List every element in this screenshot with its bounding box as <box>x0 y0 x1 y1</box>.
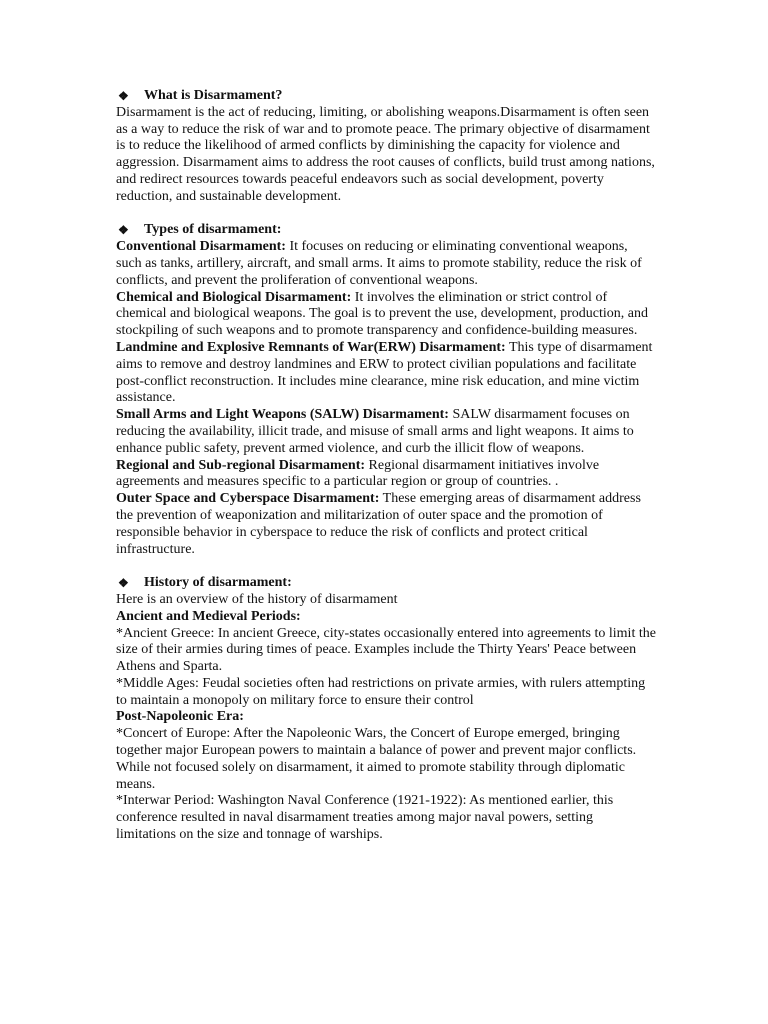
type-item <box>116 340 656 407</box>
type-text: It involves the elimination or strict control of chemical and biological weapons. The goal is to prevent the use, development, production, and stockpiling of such weapons and to promote transparency and confidence-building measures. <box>116 289 648 339</box>
type-text: Regional disarmament initiatives involve agreements and measures specific to a particular region or group of countries. . <box>116 457 600 490</box>
section-heading-what: ❖ What is Disarmament? <box>118 88 283 103</box>
history-item: *Concert of Europe: After the Napoleonic Wars, the Concert of Europe emerged, bringing together major European powers to maintain a balance of power and prevent major conflicts. While not focused solely on disarmament, it aimed to promote stability through diplomatic means. <box>116 726 637 792</box>
type-text: These emerging areas of disarmament address the prevention of weaponization and militarization of outer space and the promotion of responsible behavior in cyberspace to reduce the risk of conflicts and protect critical infrastructure. <box>116 491 641 557</box>
diamond-bullet-icon: ❖ <box>118 223 129 238</box>
section-heading-history: ❖ History of disarmament: <box>118 575 292 591</box>
type-item <box>116 491 656 558</box>
history-item: *Interwar Period: Washington Naval Conference (1921-1922): As mentioned earlier, this conference resulted in naval disarmament treaties among major naval powers, setting limitations on the size and tonnage of warships. <box>116 793 614 843</box>
type-term: Small Arms and Light Weapons (SALW) Disarmament: <box>116 407 449 423</box>
history-item: *Middle Ages: Feudal societies often had restrictions on private armies, with rulers attempting to maintain a monopoly on military force to ensure their control <box>116 675 646 708</box>
type-term: Landmine and Explosive Remnants of War(ERW) Disarmament: <box>116 339 506 355</box>
section-heading-types: ❖ Types of disarmament: <box>118 222 282 238</box>
type-text: This type of disarmament aims to remove and destroy landmines and ERW to protect civilian populations and facilitate post-conflict reconstruction. It includes mine clearance, mine risk education, and mine victim assistance. <box>116 339 653 406</box>
history-intro: Here is an overview of the history of disarmament <box>116 591 398 607</box>
type-term: Regional and Sub-regional Disarmament: <box>116 457 366 473</box>
type-term: Chemical and Biological Disarmament: <box>116 289 352 305</box>
diamond-bullet-icon: ❖ <box>118 89 129 103</box>
type-text: It focuses on reducing or eliminating conventional weapons, such as tanks, artillery, aircraft, and small arms. It aims to promote stability, reduce the risk of conflicts, and prevent the proliferation of conventional weapons. <box>116 239 642 288</box>
type-item <box>116 407 656 457</box>
type-text: SALW disarmament focuses on reducing the availability, illicit trade, and misuse of small arms and light weapons. It aims to enhance public safety, prevent armed violence, and curb the illicit flow of weapons. <box>116 407 634 456</box>
type-term: Conventional Disarmament: <box>116 239 286 255</box>
diamond-bullet-icon: ❖ <box>118 576 129 591</box>
document-page <box>116 88 656 844</box>
type-item <box>116 290 656 340</box>
history-item: *Ancient Greece: In ancient Greece, city-states occasionally entered into agreements to limit the size of their armies during times of peace. Examples include the Thirty Years' Peace between Athens and Sparta. <box>116 625 656 675</box>
period-title: Ancient and Medieval Periods: <box>116 608 301 624</box>
type-item <box>116 458 656 492</box>
what-body: Disarmament is the act of reducing, limiting, or abolishing weapons.Disarmament is often seen as a way to reduce the risk of war and to promote peace. The primary objective of disarmament is to reduce the likelihood of armed conflicts by diminishing the capacity for violence and aggression. Disarmament aims to address the root causes of conflicts, build trust among nations, and redirect resources towards peaceful endeavors such as social development, poverty reduction, and sustainable development. <box>116 104 655 204</box>
type-item <box>116 239 656 289</box>
type-term: Outer Space and Cyberspace Disarmament: <box>116 491 380 507</box>
period-title: Post-Napoleonic Era: <box>116 709 244 725</box>
